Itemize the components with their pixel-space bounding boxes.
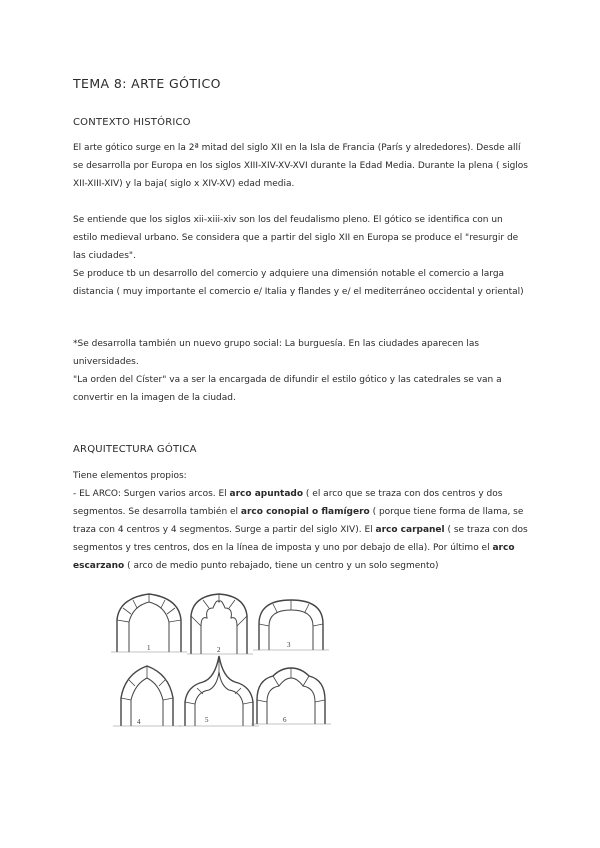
text-run: ( arco de medio punto rebajado, tiene un centro y un solo segmento) (124, 561, 439, 571)
text-run: ( el arco que se traza con dos centros y dos segmentos. Se desarrolla también el (73, 489, 503, 517)
arch-label-3: 3 (287, 641, 291, 649)
arch-label-1: 1 (147, 644, 151, 652)
paragraph: Se produce tb un desarrollo del comercio y adquiere una dimensión notable el comercio a larga distancia ( muy importante el comercio e/ Italia y flandes y e/ el mediterráneo occidental y oriental) (73, 269, 524, 297)
paragraph-intro: Tiene elementos propios: (73, 471, 187, 481)
arch-label-2: 2 (217, 646, 221, 654)
paragraph: *Se desarrolla también un nuevo grupo social: La burguesía. En las ciudades aparecen las universidades. (73, 339, 480, 367)
term-arco-conopial: arco conopial o flamígero (240, 507, 370, 517)
page-title: TEMA 8: ARTE GÓTICO (73, 76, 221, 91)
text-run: - EL ARCO: Surgen varios arcos. El (73, 489, 230, 499)
term-arco-carpanel: arco carpanel (375, 525, 445, 535)
section-heading-contexto: CONTEXTO HISTÓRICO (73, 117, 191, 128)
section-heading-arquitectura: ARQUITECTURA GÓTICA (73, 444, 197, 455)
arch-types-figure (107, 590, 333, 730)
arch-label-4: 4 (137, 718, 141, 726)
term-arco-escarzano: arco escarzano (73, 543, 515, 571)
arch-label-6: 6 (283, 716, 287, 724)
text-run: ( porque tiene forma de llama, se traza con 4 centros y 4 segmentos. Surge a partir del siglo XIV). El (73, 507, 524, 535)
arch-label-5: 5 (205, 716, 209, 724)
paragraph: "La orden del Císter" va a ser la encargada de difundir el estilo gótico y las catedrales se van a convertir en la imagen de la ciudad. (73, 375, 502, 403)
paragraph: Se entiende que los siglos xii-xiii-xiv son los del feudalismo pleno. El gótico se identifica con un estilo medieval urbano. Se considera que a partir del siglo XII en Europa se produce el "resurgir de las ciudades". (73, 215, 519, 261)
text-run: ( se traza con dos segmentos y tres centros, dos en la línea de imposta y uno por debajo de ella). Por último el (73, 525, 528, 553)
paragraph: El arte gótico surge en la 2ª mitad del siglo XII en la Isla de Francia (París y alrededores). Desde allí se desarrolla por Europa en los siglos XIII-XIV-XV-XVI durante la Edad Media. Durante la plena ( siglos XII-XIII-XIV) y la baja( siglo x XIV-XV) edad media. (73, 143, 529, 189)
term-arco-apuntado: arco apuntado (229, 489, 304, 499)
paragraph-arco (73, 485, 528, 575)
